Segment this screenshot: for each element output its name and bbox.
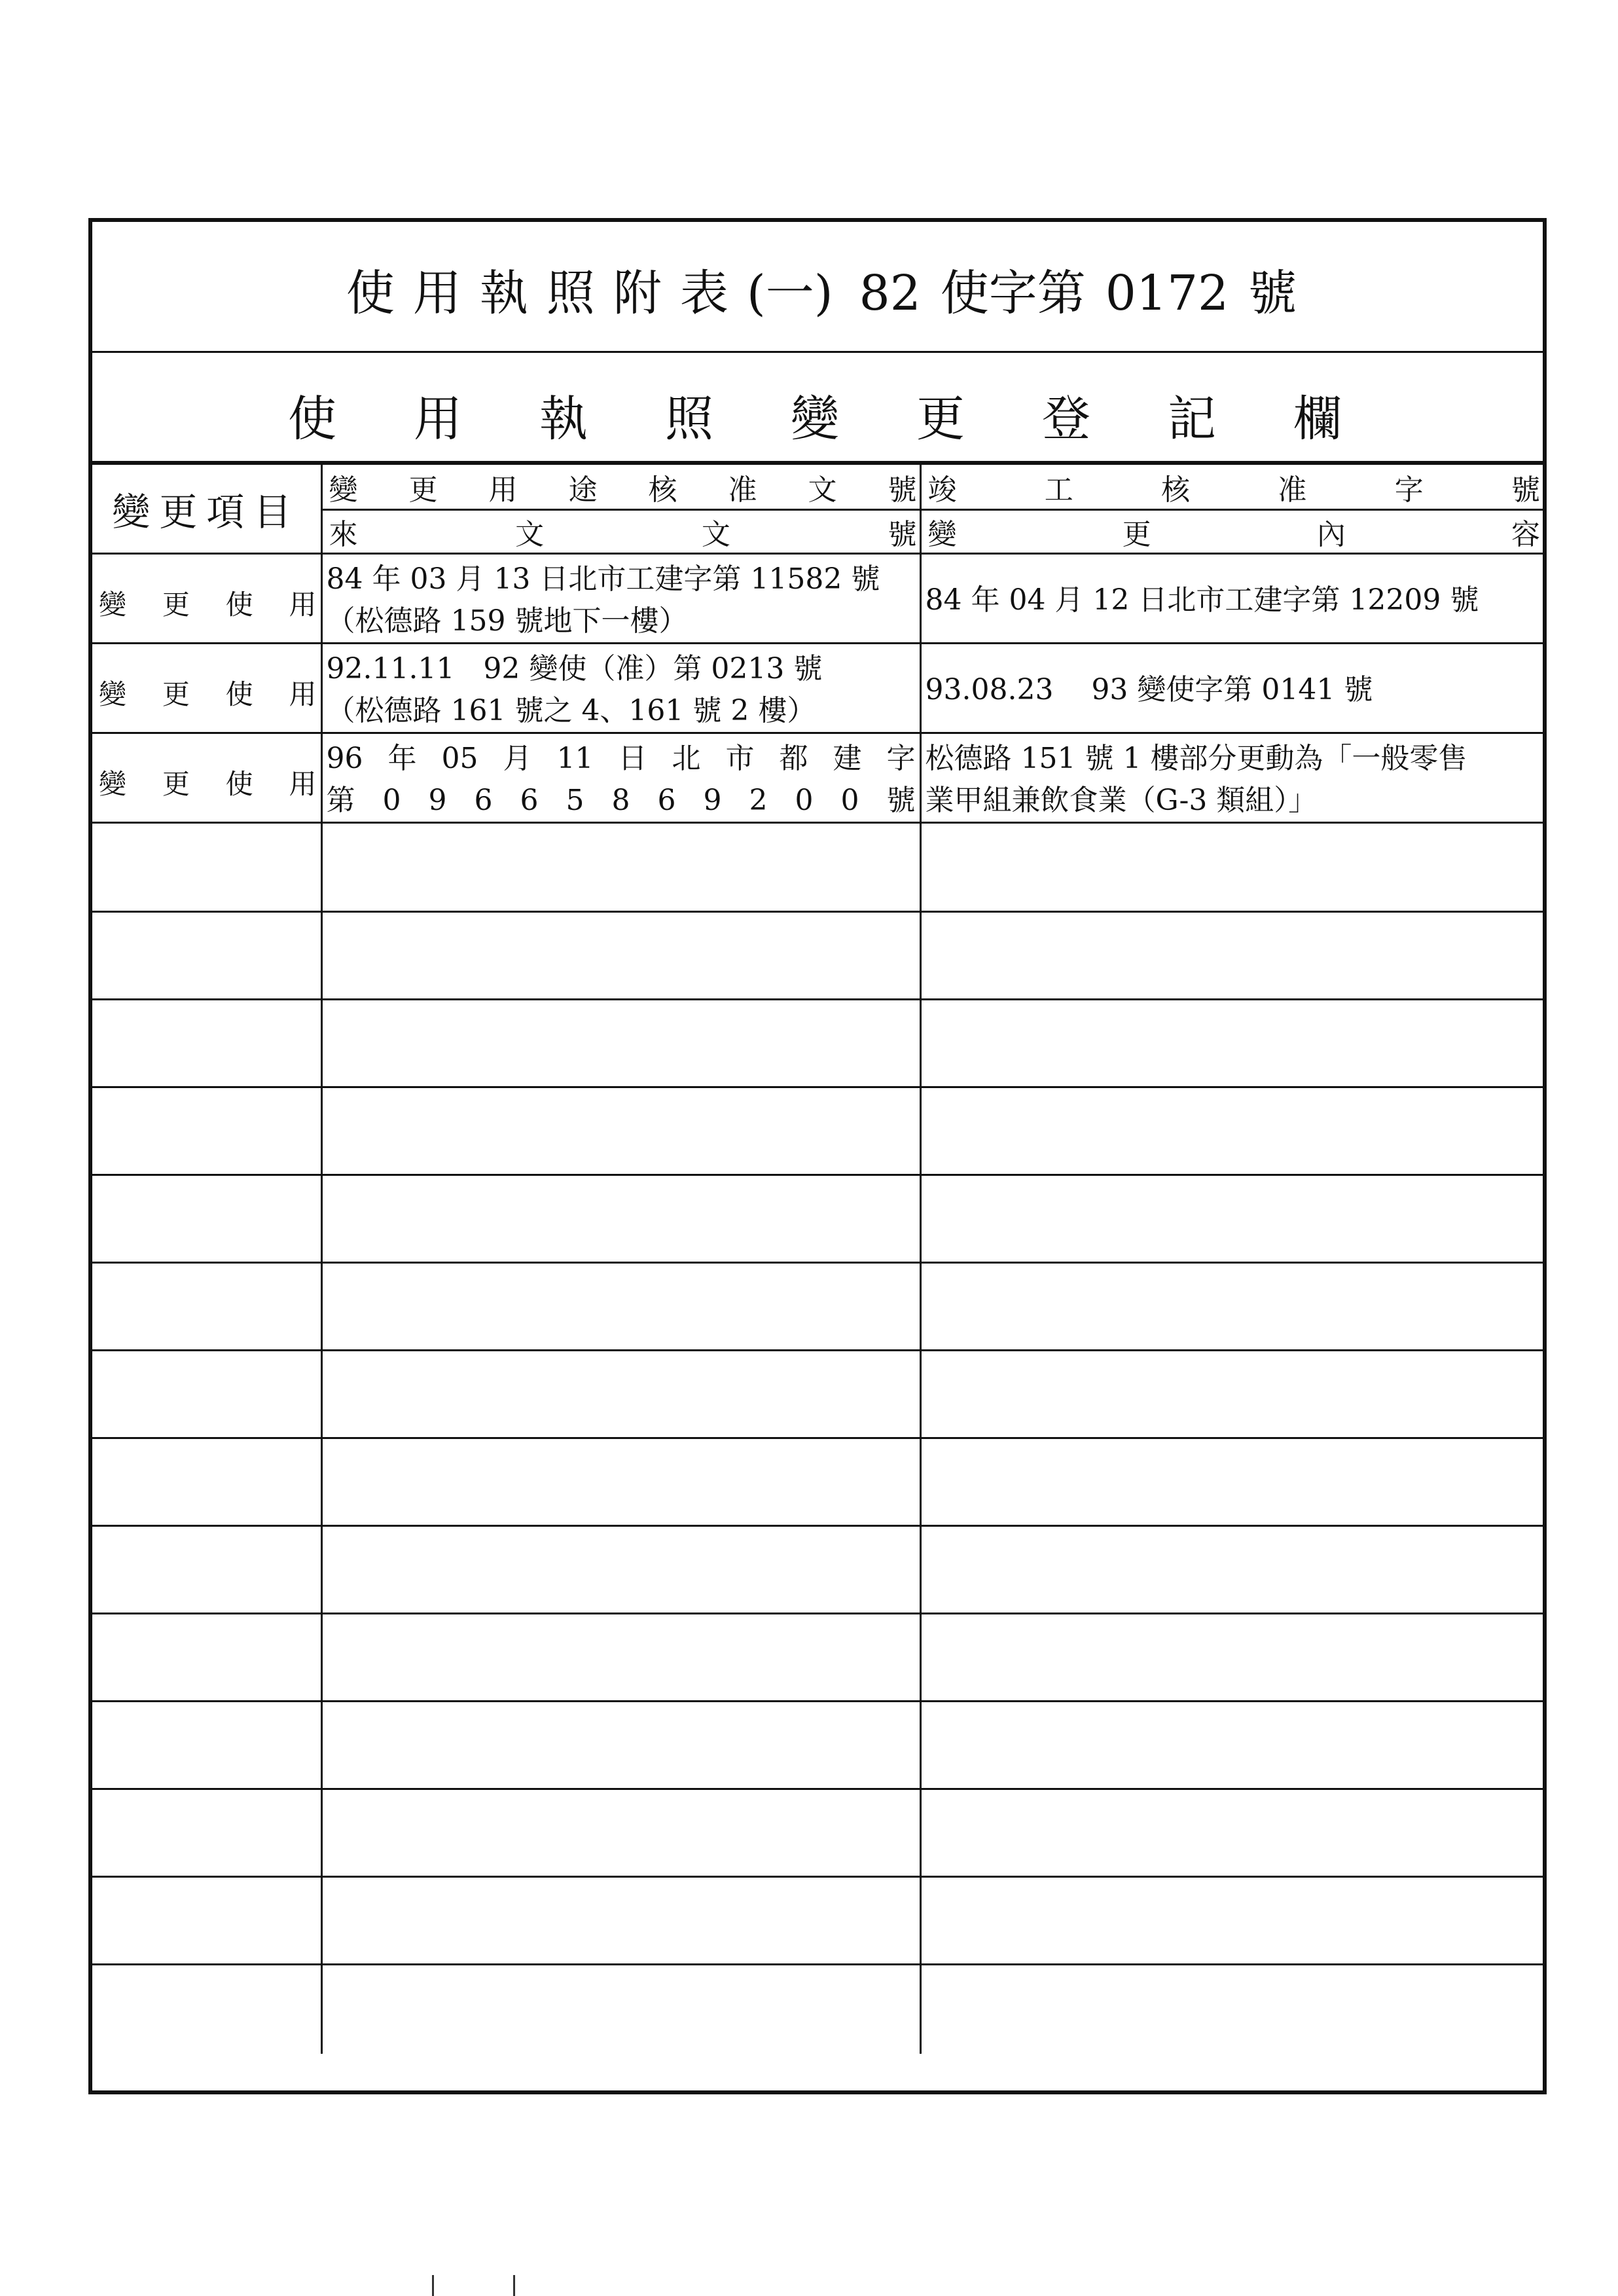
title-char: 使 <box>346 265 413 321</box>
doc-part: 9 <box>703 784 722 817</box>
empty-cell <box>920 1789 1543 1877</box>
empty-cell <box>321 1087 920 1175</box>
empty-row <box>92 1526 1543 1614</box>
header-char: 核 <box>1161 473 1191 507</box>
empty-cell <box>321 912 920 1000</box>
header-char: 工 <box>1044 473 1073 507</box>
row-completion-cell <box>920 644 1543 733</box>
row-item-char: 使 <box>225 589 253 621</box>
doc-part: 6 <box>520 784 539 817</box>
doc-part: 都 <box>779 742 808 775</box>
subtitle-char: 執 <box>539 391 665 447</box>
table-row <box>92 554 1543 644</box>
row-item-char: 變 <box>99 678 127 710</box>
subtitle-char: 更 <box>916 391 1042 447</box>
row-item-char: 使 <box>225 768 253 800</box>
empty-cell <box>920 1614 1543 1702</box>
header-char: 用 <box>488 473 518 507</box>
empty-row <box>92 823 1543 912</box>
row-item-char: 用 <box>289 589 317 621</box>
doc-part: 11 <box>556 742 594 775</box>
empty-cell <box>92 1351 321 1438</box>
table-row <box>92 644 1543 733</box>
doc-part: 建 <box>833 742 862 775</box>
table-row <box>92 733 1543 823</box>
doc-part: 0 <box>840 784 859 817</box>
empty-row <box>92 1438 1543 1526</box>
empty-cell <box>321 1965 920 2054</box>
header-char: 文 <box>808 473 837 507</box>
empty-cell <box>920 1438 1543 1526</box>
header-char: 竣 <box>927 473 957 507</box>
doc-part: 0 <box>382 784 401 817</box>
empty-cell <box>920 1351 1543 1438</box>
doc-part: 號 <box>886 784 916 817</box>
title-char: 使字第 <box>940 265 1086 321</box>
doc-part: 月 <box>503 742 532 775</box>
header-char: 字 <box>1394 473 1424 507</box>
row-item-char: 變 <box>99 768 127 800</box>
empty-row <box>92 1175 1543 1263</box>
row-item-char: 更 <box>162 678 190 710</box>
empty-row <box>92 1351 1543 1438</box>
title-row <box>92 222 1543 353</box>
empty-cell <box>92 912 321 1000</box>
completion-doc-number: 84 年 04 月 12 日北市工建字第 12209 號 <box>925 583 1479 617</box>
title-char: (一) <box>746 265 833 321</box>
header-item-cell <box>92 464 321 554</box>
form-subtitle <box>92 380 1543 450</box>
header-item-label: 變更項目 <box>112 490 301 534</box>
empty-cell <box>92 1087 321 1175</box>
row-change-content-cell <box>920 733 1543 823</box>
title-char: 號 <box>1248 265 1316 321</box>
doc-part: 0 <box>795 784 814 817</box>
doc-part: 5 <box>566 784 584 817</box>
doc-part: 北 <box>672 742 701 775</box>
empty-cell <box>92 1702 321 1789</box>
empty-cell <box>92 1175 321 1263</box>
empty-cell <box>920 1965 1543 2054</box>
empty-cell <box>321 1000 920 1087</box>
row-item-cell <box>92 733 321 823</box>
doc-part: 字 <box>886 742 916 775</box>
doc-part: 日 <box>618 742 647 775</box>
empty-cell <box>92 1000 321 1087</box>
title-number: 82 <box>859 265 921 321</box>
approval-doc-number <box>327 780 916 822</box>
change-content-line: 松德路 151 號 1 樓部分更動為「一般零售 <box>925 742 1467 775</box>
header-char: 核 <box>648 473 677 507</box>
header-char: 內 <box>1316 518 1346 551</box>
header-char: 號 <box>888 473 917 507</box>
header-char: 文 <box>701 518 730 551</box>
empty-cell <box>321 1438 920 1526</box>
empty-cell <box>920 1000 1543 1087</box>
approval-doc-date <box>327 738 916 780</box>
empty-cell <box>321 1789 920 1877</box>
empty-row <box>92 912 1543 1000</box>
header-char: 變 <box>329 473 358 507</box>
approval-address-note: （松德路 159 號地下一樓） <box>326 604 688 638</box>
header-col1-bottom <box>321 510 920 554</box>
header-char: 號 <box>888 518 917 551</box>
header-char: 准 <box>1278 473 1307 507</box>
subtitle-char: 記 <box>1168 391 1293 447</box>
doc-part: 6 <box>474 784 493 817</box>
header-col2-bottom <box>920 510 1543 554</box>
empty-cell <box>920 1877 1543 1965</box>
row-completion-cell <box>920 554 1543 644</box>
row-item-char: 使 <box>225 678 253 710</box>
doc-part: 6 <box>657 784 676 817</box>
row-item-char: 變 <box>99 589 127 621</box>
empty-cell <box>92 1438 321 1526</box>
row-item-char: 更 <box>162 768 190 800</box>
approval-address-note: （松德路 161 號之 4、161 號 2 樓） <box>326 694 816 727</box>
header-char: 途 <box>568 473 598 507</box>
row-item-char: 更 <box>162 589 190 621</box>
empty-cell <box>321 1614 920 1702</box>
doc-part: 96 <box>326 742 363 775</box>
subtitle-char: 照 <box>665 391 791 447</box>
binding-marks <box>432 2275 517 2296</box>
header-char: 來 <box>329 518 358 551</box>
title-char: 用 <box>412 265 480 321</box>
header-char: 號 <box>1511 473 1540 507</box>
empty-row <box>92 1000 1543 1087</box>
doc-part: 第 <box>326 784 355 817</box>
change-content-line: 業甲組兼飲食業（G-3 類組）」 <box>925 784 1318 817</box>
subtitle-char: 欄 <box>1293 391 1419 447</box>
doc-part: 9 <box>428 784 447 817</box>
empty-row <box>92 1789 1543 1877</box>
empty-cell <box>920 1175 1543 1263</box>
row-item-char: 用 <box>289 678 317 710</box>
subtitle-char: 變 <box>791 391 916 447</box>
doc-part: 2 <box>749 784 768 817</box>
empty-row <box>92 1263 1543 1351</box>
subtitle-char: 使 <box>288 391 414 447</box>
header-col1-top <box>321 464 920 510</box>
empty-cell <box>920 912 1543 1000</box>
empty-row <box>92 1965 1543 2054</box>
empty-cell <box>92 1877 321 1965</box>
row-item-char: 用 <box>289 768 317 800</box>
empty-cell <box>321 1263 920 1351</box>
empty-cell <box>92 1965 321 2054</box>
subtitle-char: 用 <box>414 391 539 447</box>
subtitle-row <box>92 353 1543 463</box>
empty-cell <box>92 823 321 912</box>
license-form <box>88 218 1547 2094</box>
change-registry-table <box>92 463 1543 2054</box>
empty-row <box>92 1614 1543 1702</box>
header-char: 文 <box>515 518 545 551</box>
empty-cell <box>321 1351 920 1438</box>
empty-row <box>92 1702 1543 1789</box>
empty-cell <box>92 1263 321 1351</box>
binding-mark <box>513 2275 515 2296</box>
empty-cell <box>321 1526 920 1614</box>
approval-doc-number: 92.11.11 92 變使（准）第 0213 號 <box>326 652 823 685</box>
empty-row <box>92 1087 1543 1175</box>
title-number: 0172 <box>1105 265 1229 321</box>
form-title <box>92 255 1543 324</box>
row-approval-cell <box>321 733 920 823</box>
empty-cell <box>920 1087 1543 1175</box>
empty-cell <box>92 1614 321 1702</box>
row-item-cell <box>92 644 321 733</box>
empty-cell <box>92 1526 321 1614</box>
empty-cell <box>920 823 1543 912</box>
header-char: 更 <box>1122 518 1151 551</box>
title-char: 執 <box>479 265 547 321</box>
row-approval-cell <box>321 554 920 644</box>
title-char: 照 <box>546 265 613 321</box>
binding-mark <box>432 2275 434 2296</box>
header-char: 容 <box>1511 518 1540 551</box>
doc-part: 年 <box>387 742 417 775</box>
empty-cell <box>321 1702 920 1789</box>
header-col2-top <box>920 464 1543 510</box>
title-char: 附 <box>613 265 680 321</box>
header-char: 更 <box>408 473 438 507</box>
empty-cell <box>321 823 920 912</box>
header-char: 准 <box>728 473 757 507</box>
header-row-top <box>92 464 1543 510</box>
empty-cell <box>920 1702 1543 1789</box>
header-char: 變 <box>927 518 957 551</box>
completion-doc-number: 93.08.23 93 變使字第 0141 號 <box>925 673 1373 706</box>
approval-doc-number: 84 年 03 月 13 日北市工建字第 11582 號 <box>326 562 880 596</box>
row-approval-cell <box>321 644 920 733</box>
doc-part: 市 <box>725 742 755 775</box>
subtitle-char: 登 <box>1042 391 1168 447</box>
empty-cell <box>920 1526 1543 1614</box>
doc-part: 05 <box>441 742 478 775</box>
empty-cell <box>321 1175 920 1263</box>
empty-row <box>92 1877 1543 1965</box>
empty-cell <box>92 1789 321 1877</box>
doc-part: 8 <box>611 784 630 817</box>
empty-cell <box>920 1263 1543 1351</box>
title-char: 表 <box>679 265 747 321</box>
empty-cell <box>321 1877 920 1965</box>
row-item-cell <box>92 554 321 644</box>
